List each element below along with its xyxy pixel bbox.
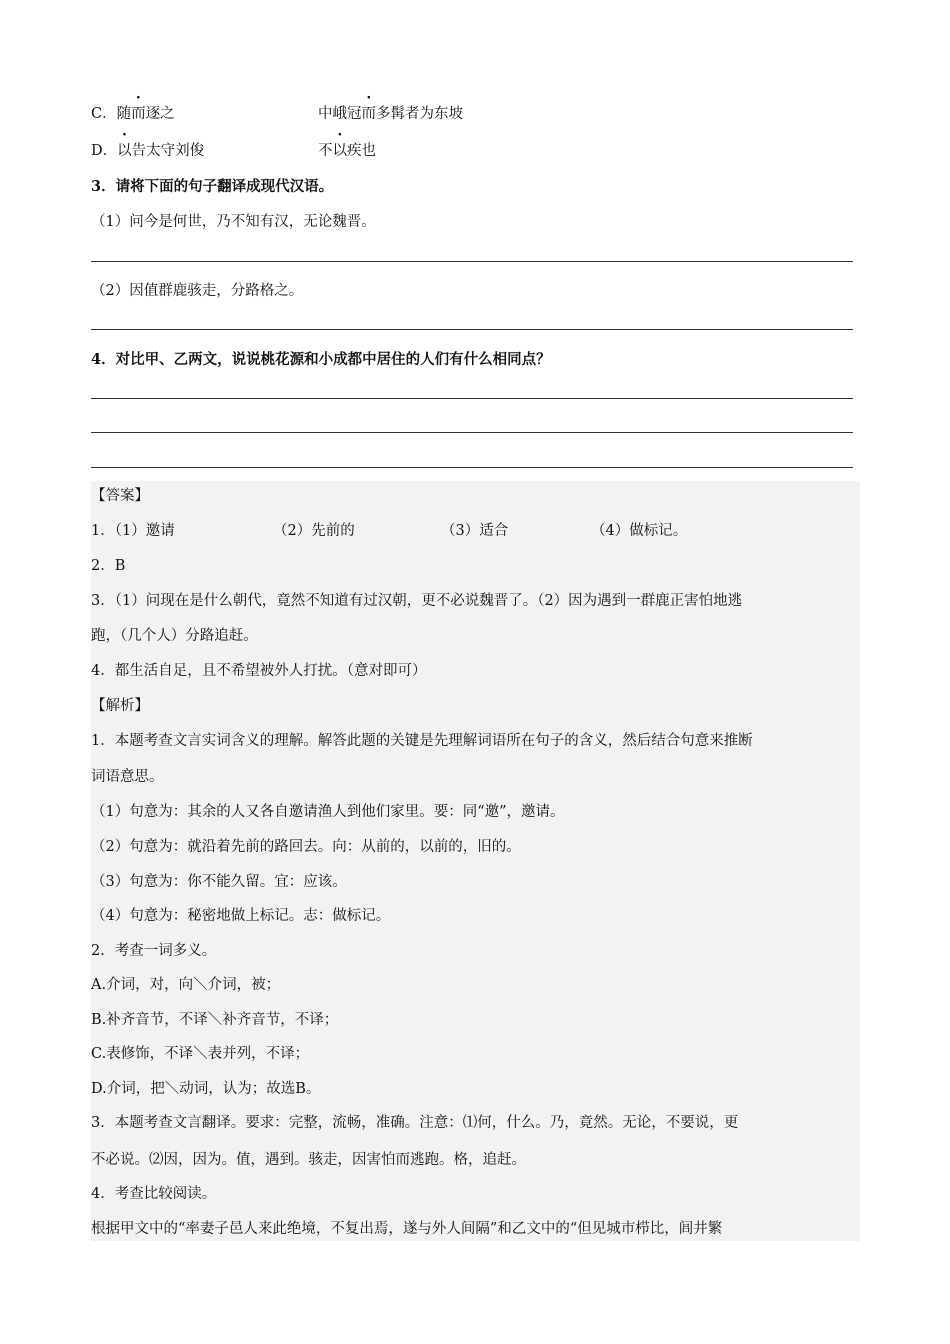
option-c-right: [318, 104, 463, 124]
answer-line: [91, 329, 853, 330]
answer-3-line-2: 跑，（几个人）分路追赶。: [91, 628, 258, 644]
option-c-right-post: 多髯者为东坡: [376, 106, 463, 122]
option-d-left-post: 告太守刘俊: [131, 143, 205, 159]
answer-2: 2．B: [91, 558, 126, 574]
option-d-label: D．: [91, 143, 118, 159]
analysis-heading: 【解析】: [91, 698, 149, 714]
answer-3-line-1: 3．（1）问现在是什么朝代，竟然不知道有过汉朝，更不必说魏晋了。（2）因为遇到一群鹿正害怕地逃: [91, 593, 743, 609]
analysis-1-item-1: （1）句意为：其余的人又各自邀请渔人到他们家里。要：同“邀”，邀请。: [91, 804, 565, 820]
option-c-right-pre: 中峨冠: [318, 106, 362, 122]
question-4-title: 4．对比甲、乙两文，说说桃花源和小成都中居住的人们有什么相同点？: [91, 351, 551, 368]
answer-line: [91, 261, 853, 262]
analysis-2-option-a: A.介词，对，向＼介词，被；: [91, 977, 281, 993]
emphasis-dot-char: 而: [361, 106, 376, 122]
option-c-label: C．: [91, 106, 117, 122]
option-c-left-pre: 随: [116, 106, 132, 122]
analysis-1-line-1: 1．本题考查文言实词含义的理解。解答此题的关键是先理解词语所在句子的含义，然后结合句意来推断: [91, 733, 753, 749]
emphasis-dot-char: 而: [131, 106, 146, 122]
option-d-right-post: 疾也: [347, 143, 376, 159]
option-c-left: [91, 104, 175, 124]
emphasis-dot-char: 以: [117, 143, 132, 159]
analysis-4-line-1: 根据甲文中的“率妻子邑人来此绝境，不复出焉，遂与外人间隔”和乙文中的“但见城市栉比，闾井繁: [91, 1221, 723, 1237]
answer-1-item: （4）做标记。: [591, 523, 688, 539]
question-3-title: 3．请将下面的句子翻译成现代汉语。: [91, 178, 334, 195]
answer-line: [91, 398, 853, 399]
analysis-1-item-4: （4）句意为：秘密地做上标记。志：做标记。: [91, 908, 391, 924]
analysis-2-option-c: C.表修饰，不译＼表并列，不译；: [91, 1046, 310, 1062]
answer-1: [91, 521, 687, 541]
answer-line: [91, 467, 853, 468]
analysis-2-option-b: B.补齐音节，不译＼补齐音节，不译；: [91, 1012, 339, 1028]
analysis-1-item-2: （2）句意为：就沿着先前的路回去。向：从前的，以前的，旧的。: [91, 839, 521, 855]
answer-1-item: 1．（1）邀请: [91, 523, 175, 539]
option-c-left-post: 逐之: [145, 106, 175, 122]
analysis-3-line-1: 3．本题考查文言翻译。要求：完整，流畅，准确。注意：⑴何，什么。乃，竟然。无论，不要说，更: [91, 1115, 739, 1131]
analysis-1-line-2: 词语意思。: [91, 769, 164, 785]
analysis-4: 4．考查比较阅读。: [91, 1186, 217, 1202]
analysis-2-option-d: D.介词，把＼动词，认为；故选B。: [91, 1081, 321, 1097]
option-d-left: [91, 141, 204, 161]
question-3-sentence-1: （1）问今是何世，乃不知有汉，无论魏晋。: [91, 214, 376, 230]
question-3-sentence-2: （2）因值群鹿骇走，分路格之。: [91, 283, 304, 299]
answer-heading: 【答案】: [91, 488, 149, 504]
analysis-3-line-2: 不必说。⑵因，因为。值，遇到。骇走，因害怕而逃跑。格，追赶。: [91, 1152, 526, 1168]
option-d-right: [318, 141, 376, 161]
answer-line: [91, 432, 853, 433]
emphasis-dot-char: 以: [332, 143, 347, 159]
option-d-right-pre: 不: [318, 143, 333, 159]
analysis-2: 2．考查一词多义。: [91, 943, 217, 959]
answer-4: 4．都生活自足，且不希望被外人打扰。（意对即可）: [91, 663, 427, 679]
analysis-1-item-3: （3）句意为：你不能久留。宜：应该。: [91, 874, 347, 890]
answer-1-item: （3）适合: [441, 523, 509, 539]
answer-1-item: （2）先前的: [273, 523, 355, 539]
